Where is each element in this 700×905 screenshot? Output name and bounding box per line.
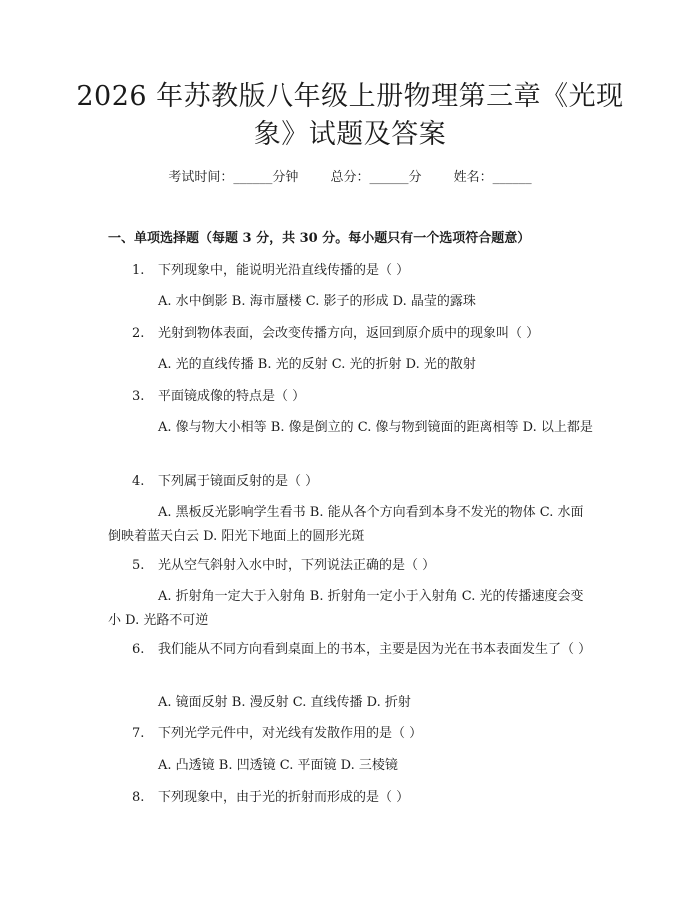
question-stem: 光从空气斜射入水中时，下列说法正确的是（ ） xyxy=(158,558,436,573)
question-7-options: A. 凸透镜 B. 凹透镜 C. 平面镜 D. 三棱镜 xyxy=(158,758,398,773)
exam-time-blank: ______ xyxy=(233,170,273,185)
document-title: 2026 年苏教版八年级上册物理第三章《光现象》试题及答案 xyxy=(76,81,624,150)
question-5-options: A. 折射角一定大于入射角 B. 折射角一定小于入射角 C. 光的传播速度会变小 D. 光路不可逆 xyxy=(108,589,584,628)
student-name-label: 姓名： xyxy=(453,170,493,185)
question-stem: 我们能从不同方向看到桌面上的书本，主要是因为光在书本表面发生了（ ） xyxy=(158,642,592,657)
exam-meta xyxy=(0,168,700,188)
question-number: 7. xyxy=(132,726,145,741)
section-title: 一、单项选择题（每题 3 分，共 30 分。每小题只有一个选项符合题意） xyxy=(108,231,531,246)
total-score-unit: 分 xyxy=(408,170,422,185)
total-score-label: 总分： xyxy=(330,170,370,185)
exam-time-label: 考试时间： xyxy=(168,170,234,185)
question-number: 5. xyxy=(132,558,145,573)
question-stem: 平面镜成像的特点是（ ） xyxy=(158,389,306,404)
question-stem: 光射到物体表面，会改变传播方向，返回到原介质中的现象叫（ ） xyxy=(158,326,540,341)
question-3-options: A. 像与物大小相等 B. 像是倒立的 C. 像与物到镜面的距离相等 D. 以上都是 xyxy=(158,420,593,435)
question-number: 4. xyxy=(132,474,145,489)
total-score xyxy=(330,170,421,185)
question-1-options: A. 水中倒影 B. 海市蜃楼 C. 影子的形成 D. 晶莹的露珠 xyxy=(158,294,476,309)
question-number: 6. xyxy=(132,642,145,657)
question-number: 3. xyxy=(132,389,145,404)
question-6-options: A. 镜面反射 B. 漫反射 C. 直线传播 D. 折射 xyxy=(158,695,411,710)
student-name xyxy=(454,170,532,185)
question-6 xyxy=(108,638,594,662)
question-stem: 下列现象中，由于光的折射而形成的是（ ） xyxy=(158,790,410,805)
question-4-options: A. 黑板反光影响学生看书 B. 能从各个方向看到本身不发光的物体 C. 水面倒映着蓝天白云 D. 阳光下地面上的圆形光斑 xyxy=(108,505,584,544)
exam-time-unit: 分钟 xyxy=(272,170,299,185)
question-stem: 下列现象中，能说明光沿直线传播的是（ ） xyxy=(158,263,410,278)
question-number: 8. xyxy=(132,790,145,805)
total-score-blank: ______ xyxy=(369,170,409,185)
question-stem: 下列光学元件中，对光线有发散作用的是（ ） xyxy=(158,726,423,741)
question-number: 2. xyxy=(132,326,145,341)
question-stem: 下列属于镜面反射的是（ ） xyxy=(158,474,319,489)
question-2-options: A. 光的直线传播 B. 光的反射 C. 光的折射 D. 光的散射 xyxy=(158,357,476,372)
student-name-blank: ______ xyxy=(492,170,532,185)
question-number: 1. xyxy=(132,263,145,278)
exam-time xyxy=(168,170,298,185)
